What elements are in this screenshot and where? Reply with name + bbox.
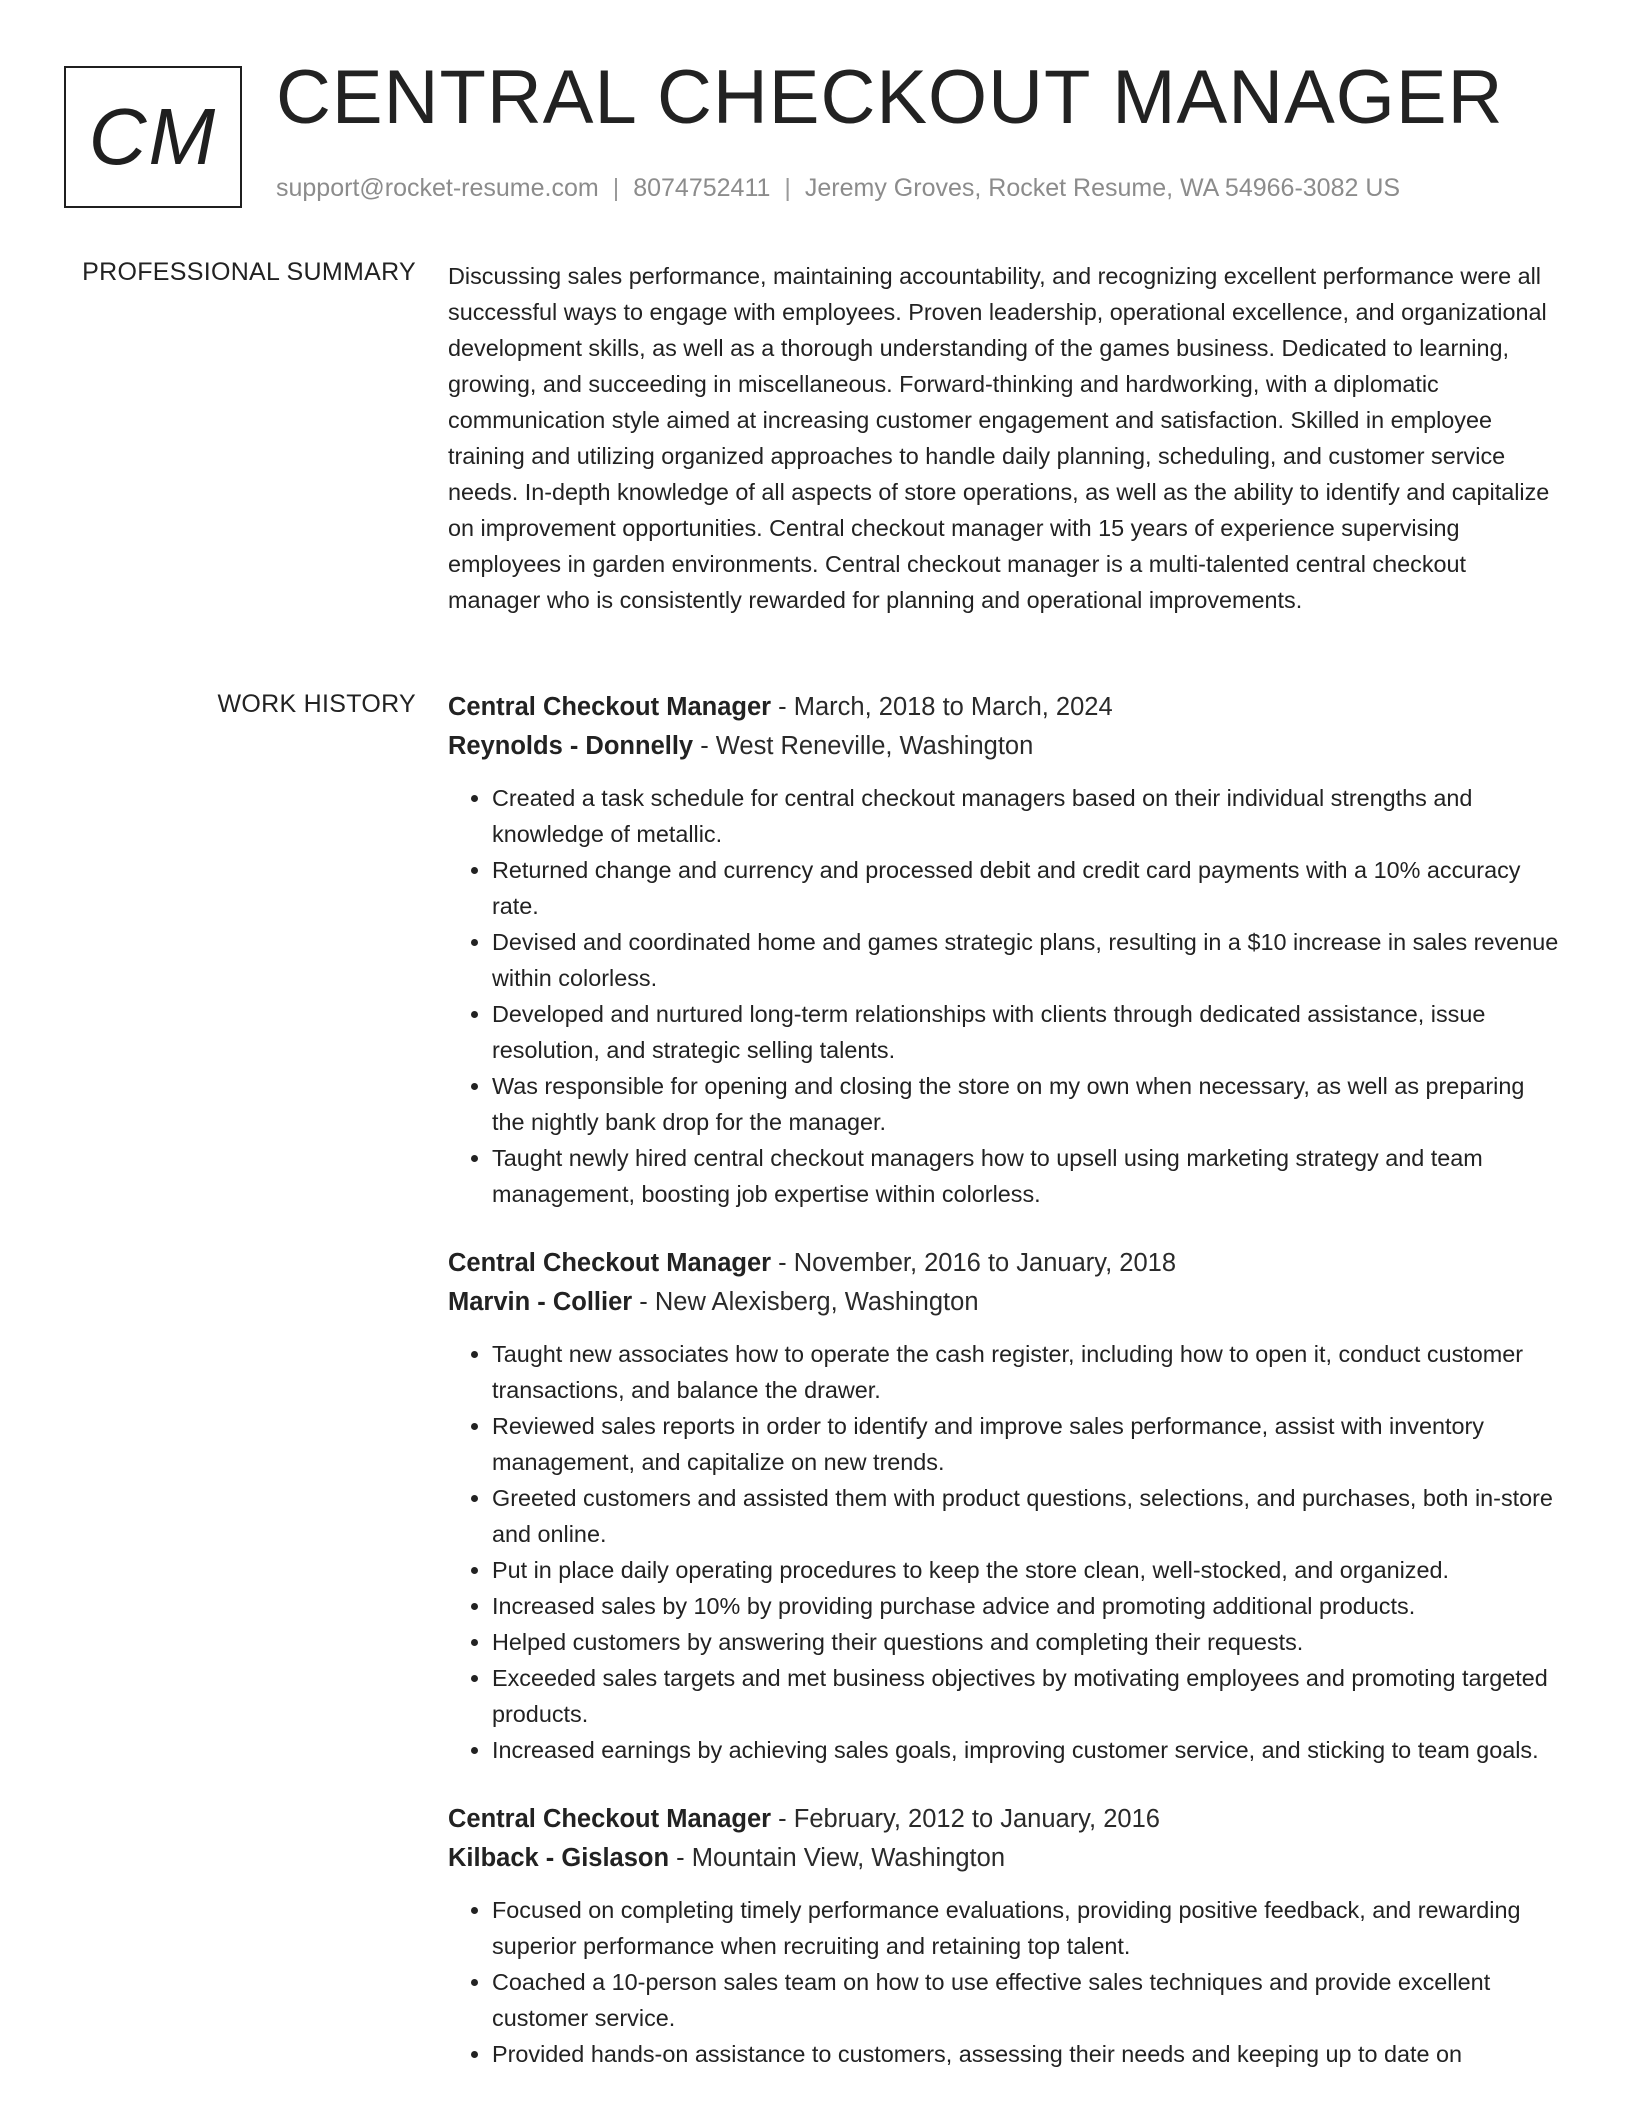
job-bullet: • Focused on completing timely performance evaluations, providing positive feedback, and rewarding superior performance when recruiting and retaining top talent.	[492, 1892, 1563, 1964]
contact-email: support@rocket-resume.com	[276, 174, 599, 202]
summary-text: Discussing sales performance, maintaining accountability, and recognizing excellent performance were all successful ways to engage with employees. Proven leadership, operational excellence, and organizational development skills, as well as a thorough understanding of the games business. Dedicated to learning, growing, and succeeding in miscellaneous. Forward-thinking and hardworking, with a diplomatic communication style aimed at increasing customer engagement and satisfaction. Skilled in employee training and utilizing organized approaches to handle daily planning, scheduling, and customer service needs. In-depth knowledge of all aspects of store operations, as well as the ability to identify and capitalize on improvement opportunities. Central checkout manager with 15 years of experience supervising employees in garden environments. Central checkout manager is a multi-talented central checkout manager who is consistently rewarded for planning and operational improvements.	[448, 263, 1550, 613]
job-bullet: • Exceeded sales targets and met business objectives by motivating employees and promoting targeted products.	[492, 1660, 1563, 1732]
resume-name: CENTRAL CHECKOUT MANAGER	[276, 55, 1504, 140]
section-label-professional-summary: PROFESSIONAL SUMMARY	[82, 258, 416, 286]
job-bullet: • Increased sales by 10% by providing purchase advice and promoting additional products.	[492, 1588, 1563, 1624]
job-title-line	[448, 1244, 1563, 1283]
job-title-line	[448, 1800, 1563, 1839]
job-bullet: • Taught newly hired central checkout managers how to upsell using marketing strategy and team management, boosting job expertise within colorless.	[492, 1140, 1563, 1212]
job-company-line	[448, 727, 1563, 766]
job-dates: - February, 2012 to January, 2016	[771, 1805, 1160, 1833]
job-bullet: • Provided hands-on assistance to customers, assessing their needs and keeping up to date on	[492, 2036, 1563, 2072]
job-company: Marvin - Collier	[448, 1288, 633, 1316]
job-company: Kilback - Gislason	[448, 1844, 670, 1872]
job-entry	[448, 688, 1563, 1212]
job-company-line	[448, 1839, 1563, 1878]
job-dates: - March, 2018 to March, 2024	[771, 693, 1113, 721]
job-dates: - November, 2016 to January, 2018	[771, 1249, 1177, 1277]
contact-phone: 8074752411	[633, 174, 771, 202]
job-bullets	[448, 1336, 1563, 1768]
job-bullet: • Put in place daily operating procedures to keep the store clean, well-stocked, and organized.	[492, 1552, 1563, 1588]
job-bullet: • Increased earnings by achieving sales goals, improving customer service, and sticking to team goals.	[492, 1732, 1563, 1768]
job-entry	[448, 1244, 1563, 1768]
job-title-line	[448, 688, 1563, 727]
job-bullet: • Reviewed sales reports in order to identify and improve sales performance, assist with inventory management, and capitalize on new trends.	[492, 1408, 1563, 1480]
contact-address: Jeremy Groves, Rocket Resume, WA 54966-3082 US	[804, 174, 1401, 202]
monogram-box	[64, 66, 242, 208]
job-location: - West Reneville, Washington	[693, 732, 1034, 760]
job-location: - New Alexisberg, Washington	[632, 1288, 979, 1316]
monogram-initials: CM	[88, 92, 218, 181]
job-bullet: • Developed and nurtured long-term relationships with clients through dedicated assistance, issue resolution, and strategic selling talents.	[492, 996, 1563, 1068]
job-title: Central Checkout Manager	[448, 693, 772, 721]
summary-section	[448, 258, 1563, 618]
contact-separator: |	[612, 174, 620, 202]
contact-separator: |	[784, 174, 791, 202]
job-bullet: • Greeted customers and assisted them with product questions, selections, and purchases, both in-store and online.	[492, 1480, 1563, 1552]
job-company-line	[448, 1283, 1563, 1322]
job-bullet: • Helped customers by answering their questions and completing their requests.	[492, 1624, 1563, 1660]
job-bullet: • Created a task schedule for central checkout managers based on their individual strengths and knowledge of metallic.	[492, 780, 1563, 852]
job-location: - Mountain View, Washington	[669, 1844, 1006, 1872]
job-company: Reynolds - Donnelly	[448, 732, 694, 760]
job-bullet: • Taught new associates how to operate the cash register, including how to open it, conduct customer transactions, and balance the drawer.	[492, 1336, 1563, 1408]
contact-line	[276, 174, 1400, 203]
job-bullets	[448, 1892, 1563, 2072]
job-bullet: • Returned change and currency and processed debit and credit card payments with a 10% accuracy rate.	[492, 852, 1563, 924]
job-title: Central Checkout Manager	[448, 1249, 772, 1277]
job-bullets	[448, 780, 1563, 1212]
job-bullet: • Was responsible for opening and closing the store on my own when necessary, as well as preparing the nightly bank drop for the manager.	[492, 1068, 1563, 1140]
job-title: Central Checkout Manager	[448, 1805, 772, 1833]
job-bullet: • Devised and coordinated home and games strategic plans, resulting in a $10 increase in sales revenue within colorless.	[492, 924, 1563, 996]
work-history-section	[448, 688, 1563, 2072]
job-bullet: • Coached a 10-person sales team on how to use effective sales techniques and provide excellent customer service.	[492, 1964, 1563, 2036]
section-label-work-history: WORK HISTORY	[217, 690, 416, 718]
job-entry	[448, 1800, 1563, 2072]
